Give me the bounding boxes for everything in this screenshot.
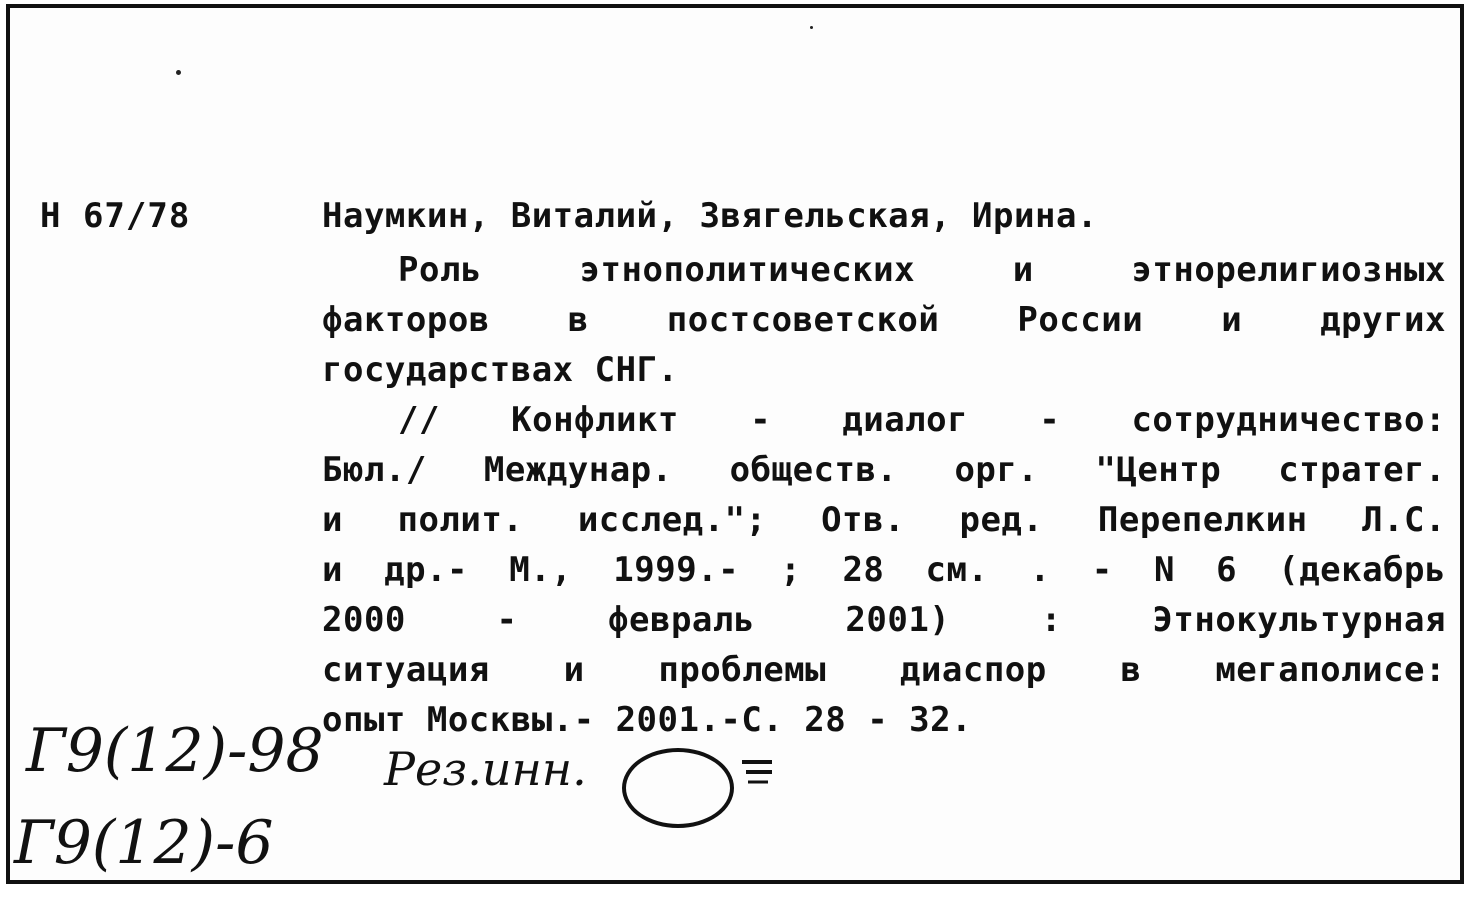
stamp-circle	[622, 748, 734, 828]
title-line: государствах СНГ.	[322, 350, 679, 390]
stamp-mark-icon	[738, 756, 778, 790]
handwritten-classification-code: Г9(12)-98	[26, 716, 324, 786]
source-line: опыт Москвы.- 2001.-С. 28 - 32.	[322, 700, 973, 740]
dust-speck	[810, 26, 813, 29]
author-line: Наумкин, Виталий, Звягельская, Ирина.	[322, 196, 1098, 236]
source-line: и др.- М., 1999.- ; 28 см. . - N 6 (декабрь	[322, 550, 1446, 590]
source-line: // Конфликт - диалог - сотрудничество:	[398, 400, 1446, 440]
source-line: 2000 - февраль 2001) : Этнокультурная	[322, 600, 1446, 640]
shelf-mark: Н 67/78	[40, 196, 191, 236]
source-line: и полит. исслед."; Отв. ред. Перепелкин Л.С.	[322, 500, 1446, 540]
dust-speck	[176, 70, 181, 75]
source-line: ситуация и проблемы диаспор в мегаполисе:	[322, 650, 1446, 690]
source-line: Бюл./ Междунар. обществ. орг. "Центр стратег.	[322, 450, 1446, 490]
handwritten-classification-code: Г9(12)-6	[14, 808, 274, 878]
handwritten-note: Рез.инн.	[384, 742, 587, 796]
title-line: факторов в постсоветской России и других	[322, 300, 1446, 340]
title-line: Роль этнополитических и этнорелигиозных	[398, 250, 1446, 290]
